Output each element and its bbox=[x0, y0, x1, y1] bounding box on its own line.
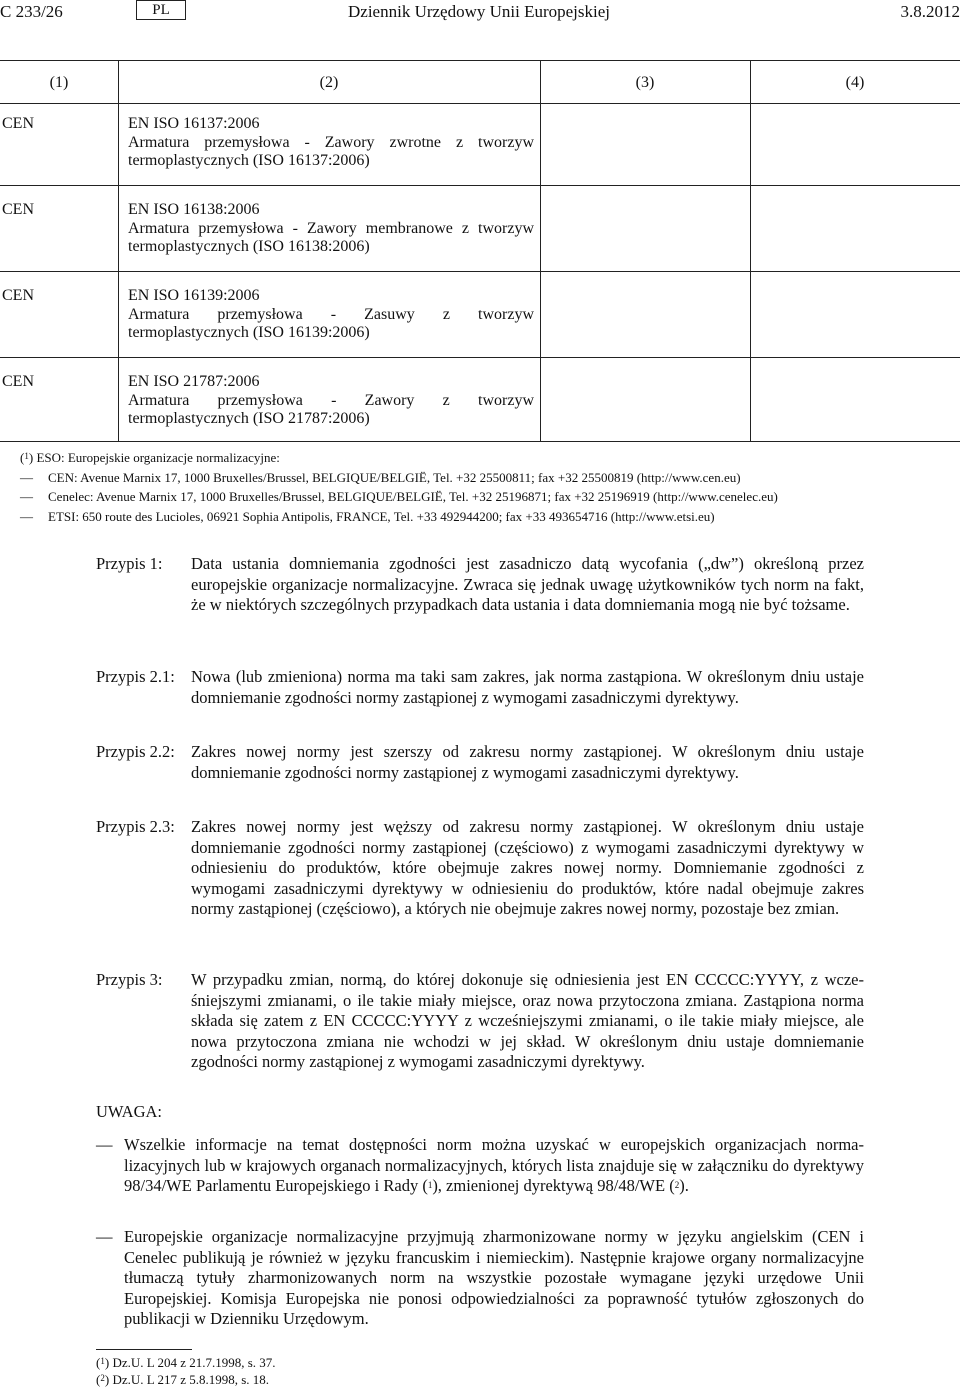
table-row-org: CEN bbox=[2, 373, 34, 390]
language-badge: PL bbox=[136, 0, 186, 20]
row-divider bbox=[0, 271, 960, 272]
note-label: Przypis 2.2: bbox=[96, 742, 175, 761]
standard-code: EN ISO 16138:2006 bbox=[128, 201, 260, 218]
uwaga-bullet-1 bbox=[96, 1135, 864, 1197]
bullet-text: Wszelkie informacje na temat dostępności norm można uzyskać w europejskich organizacjach normalizacyjnych lub w krajowych organach normalizacyjnych, których lista znajduje się w załączniku do dyrektywy 98/34/WE Parlamentu Europejskiego i Rady ($^1$), zmienionej dyrektywą 98/48/WE ($^2$). bbox=[124, 1135, 864, 1195]
column-header-2: (2) bbox=[319, 74, 339, 91]
bullet-dash: — bbox=[96, 1227, 113, 1246]
footnote-separator bbox=[96, 1349, 192, 1350]
column-divider bbox=[540, 61, 541, 441]
note-text: Data ustania domniemania zgodności jest zasadniczo datą wycofania („dw”) określoną przez europejskie organizacje normalizacyjne. Zwraca się jednak uwagę użytkowników tych norm na fakt, że w niektórych szczególnych przypadkach data ustania i data domniemania mogą nie być tożsame. bbox=[191, 554, 864, 614]
footnote-reference: ($^1$) Dz.U. L 204 z 21.7.1998, s. 37. bbox=[96, 1355, 276, 1370]
note-2-3 bbox=[96, 817, 864, 920]
uwaga-bullet-2 bbox=[96, 1227, 864, 1330]
table-row-org: CEN bbox=[2, 287, 34, 304]
column-header-4: (4) bbox=[845, 74, 865, 91]
table-row-standard bbox=[128, 373, 534, 429]
footnote-intro: ($^1$) ESO: Europejskie organizacje normalizacyjne: bbox=[20, 450, 280, 465]
column-divider bbox=[118, 61, 119, 441]
note-text: Zakres nowej normy jest szerszy od zakresu normy zastąpionej. W określonym dniu ustaje domniemanie zgodności normy zastąpionej z wymogami zasadniczymi dyrektywy. bbox=[191, 742, 864, 782]
standard-code: EN ISO 16139:2006 bbox=[128, 287, 260, 304]
standards-table bbox=[0, 60, 960, 442]
page-header bbox=[0, 0, 960, 30]
column-header-1: (1) bbox=[49, 74, 69, 91]
footnote-reference: ($^2$) Dz.U. L 217 z 5.8.1998, s. 18. bbox=[96, 1372, 270, 1387]
footnote-references bbox=[96, 1354, 276, 1388]
table-row-standard bbox=[128, 115, 534, 171]
page-reference: C 233/26 bbox=[0, 2, 63, 21]
footnote-item: — CEN: Avenue Marnix 17, 1000 Bruxelles/Brussel, BELGIQUE/BELGIË, Tel. +32 25500811; fax +32 25500819 (http://www.cen.eu) bbox=[20, 469, 741, 485]
note-label: Przypis 2.3: bbox=[96, 817, 175, 836]
note-3 bbox=[96, 970, 864, 1073]
column-divider bbox=[750, 61, 751, 441]
journal-title: Dziennik Urzędowy Unii Europejskiej bbox=[348, 2, 611, 21]
row-divider bbox=[0, 357, 960, 358]
note-text: W przypadku zmian, normą, do której dokonuje się odniesienia jest EN CCCCC:YYYY, z wcześniejszymi zmianami, o ile takie miały miejsce, oraz nowa przytoczona zmiana. Zastąpiona norma składa się zatem z EN CCCCC:YYYY z wcześniejszymi zmianami, o ile takie miały miejsce, ale nowa przytoczona zmiana nie wchodzi w jej skład. W określonym dniu ustaje domniemanie zgodności normy zastąpionej z wymogami zasadniczymi dyrektywy. bbox=[191, 970, 864, 1071]
table-row-org: CEN bbox=[2, 201, 34, 218]
standard-title: Armatura przemysłowa - Zawory z tworzyw termoplastycznych (ISO 21787:2006) bbox=[128, 391, 534, 427]
bullet-text: Europejskie organizacje normalizacyjne przyjmują zharmonizowane normy w języku angielskim (CEN i Cenelec publikują je również w języku francuskim i niemieckim). Następnie krajowe organy normalizacyjne tłumaczą tytuły zharmonizowanych norm na wszystkie pozostałe wymagane języki urzędowe Unii Europejskiej. Komisja Europejska nie ponosi odpowiedzialności za poprawność tytułów zgłoszonych do publikacji w Dzienniku Urzędowym. bbox=[124, 1227, 864, 1328]
standard-title: Armatura przemysłowa - Zawory zwrotne z tworzyw termoplastycznych (ISO 16137:2006) bbox=[128, 133, 534, 169]
note-text: Zakres nowej normy jest węższy od zakresu normy zastąpionej. W określonym dniu ustaje domniemanie zgodności normy zastąpionej (częściowo) z wymogami zasadniczymi dyrektywy w odniesieniu do produktów, które obejmuje zakres nowej normy. Domniemanie zgodności z wymogami zasadniczymi dyrektywy w odniesieniu do produktów, które nadal obejmuje zakres normy zastąpionej (częściowo), a których nie obejmuje zakres nowej normy, pozostaje bez zmian. bbox=[191, 817, 864, 918]
standard-title: Armatura przemysłowa - Zasuwy z tworzyw termoplastycznych (ISO 16139:2006) bbox=[128, 305, 534, 341]
bullet-dash: — bbox=[96, 1135, 113, 1154]
standard-code: EN ISO 21787:2006 bbox=[128, 373, 260, 390]
table-row-standard bbox=[128, 201, 534, 257]
table-row-org: CEN bbox=[2, 115, 34, 132]
note-text: Nowa (lub zmieniona) norma ma taki sam zakres, jak norma zastąpiona. W określonym dniu ustaje domniemanie zgodności normy zastąpionej z wymogami zasadniczymi dyrektywy. bbox=[191, 667, 864, 707]
uwaga-heading: UWAGA: bbox=[96, 1102, 162, 1121]
row-divider bbox=[0, 103, 960, 104]
note-label: Przypis 2.1: bbox=[96, 667, 175, 686]
standard-code: EN ISO 16137:2006 bbox=[128, 115, 260, 132]
table-footnote bbox=[20, 448, 940, 526]
column-header-3: (3) bbox=[635, 74, 655, 91]
footnote-item: — Cenelec: Avenue Marnix 17, 1000 Bruxelles/Brussel, BELGIQUE/BELGIË, Tel. +32 25196871; fax +32 25196919 (http://www.cenelec.eu) bbox=[20, 489, 778, 504]
note-2-1 bbox=[96, 667, 864, 708]
publication-date: 3.8.2012 bbox=[900, 2, 960, 21]
row-divider bbox=[0, 185, 960, 186]
footnote-item: — ETSI: 650 route des Lucioles, 06921 Sophia Antipolis, FRANCE, Tel. +33 492944200; fax +33 493654716 (http://www.etsi.eu) bbox=[20, 508, 715, 524]
table-row-standard bbox=[128, 287, 534, 343]
note-label: Przypis 3: bbox=[96, 970, 163, 989]
note-1 bbox=[96, 554, 864, 616]
note-label: Przypis 1: bbox=[96, 554, 163, 573]
note-2-2 bbox=[96, 742, 864, 783]
standard-title: Armatura przemysłowa - Zawory membranowe z tworzyw termoplastycznych (ISO 16138:2006) bbox=[128, 219, 534, 255]
